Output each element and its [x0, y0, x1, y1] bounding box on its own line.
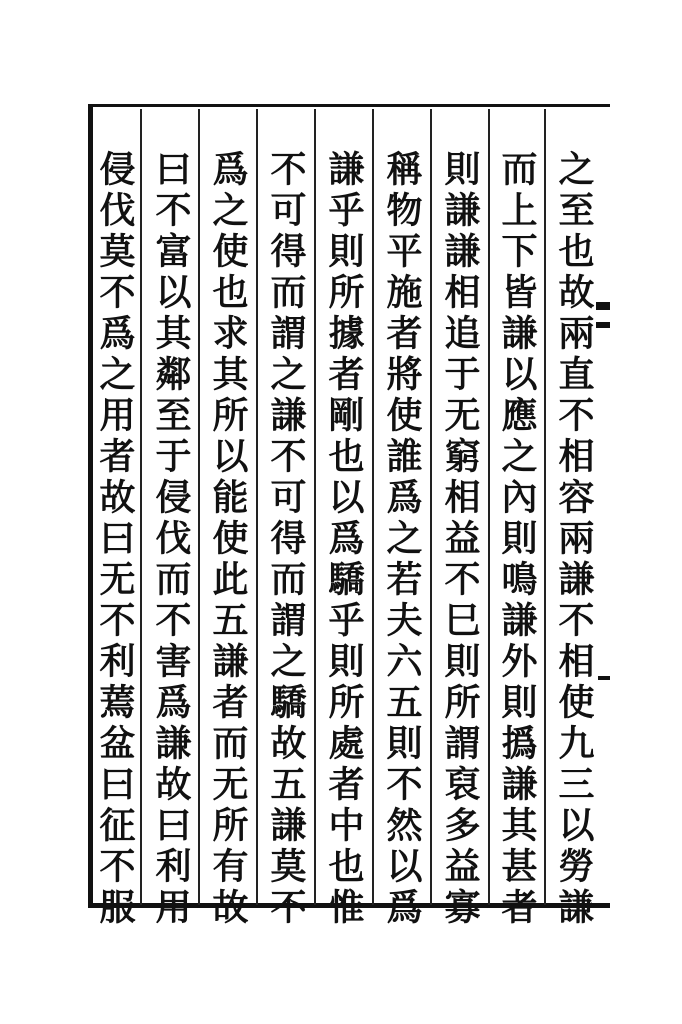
fold-edge-mark — [596, 322, 610, 328]
column-text: 不可得而謂之謙不可得而謂之驕故五謙莫不 — [265, 150, 307, 929]
text-column-4 — [379, 150, 425, 929]
column-text: 侵伐莫不爲之用者故曰无不利蔫盆曰征不服 — [94, 150, 136, 929]
column-divider — [256, 109, 258, 905]
column-text: 稱物平施者將使誰爲之若夫六五則不然以爲 — [381, 150, 423, 929]
text-column-3 — [437, 150, 483, 929]
text-column-9 — [92, 150, 138, 929]
column-divider — [430, 109, 432, 905]
column-text: 曰不富以其鄰至于侵伐而不害爲謙故曰利用 — [150, 150, 192, 929]
column-text: 之至也故兩直不相容兩謙不相使九三以勞謙 — [553, 150, 595, 929]
column-divider — [314, 109, 316, 905]
column-divider — [198, 109, 200, 905]
column-text: 而上下皆謙以應之內則鳴謙外則撝謙其甚者 — [496, 150, 538, 929]
text-column-2 — [494, 150, 540, 929]
text-column-7 — [205, 150, 251, 929]
column-divider — [140, 109, 142, 905]
column-divider — [544, 109, 546, 905]
column-text: 爲之使也求其所以能使此五謙者而无所有故 — [207, 150, 249, 929]
fold-edge-mark — [596, 302, 610, 310]
text-column-1 — [551, 150, 597, 929]
column-divider — [488, 109, 490, 905]
text-column-8 — [148, 150, 194, 929]
fold-edge-mark — [598, 676, 610, 680]
column-divider — [372, 109, 374, 905]
text-column-5 — [321, 150, 367, 929]
column-text: 謙乎則所據者剛也以爲驕乎則所處者中也惟 — [323, 150, 365, 929]
text-column-6 — [263, 150, 309, 929]
column-text: 則謙謙相追于无窮相益不巳則所謂裒多益寡 — [439, 150, 481, 929]
